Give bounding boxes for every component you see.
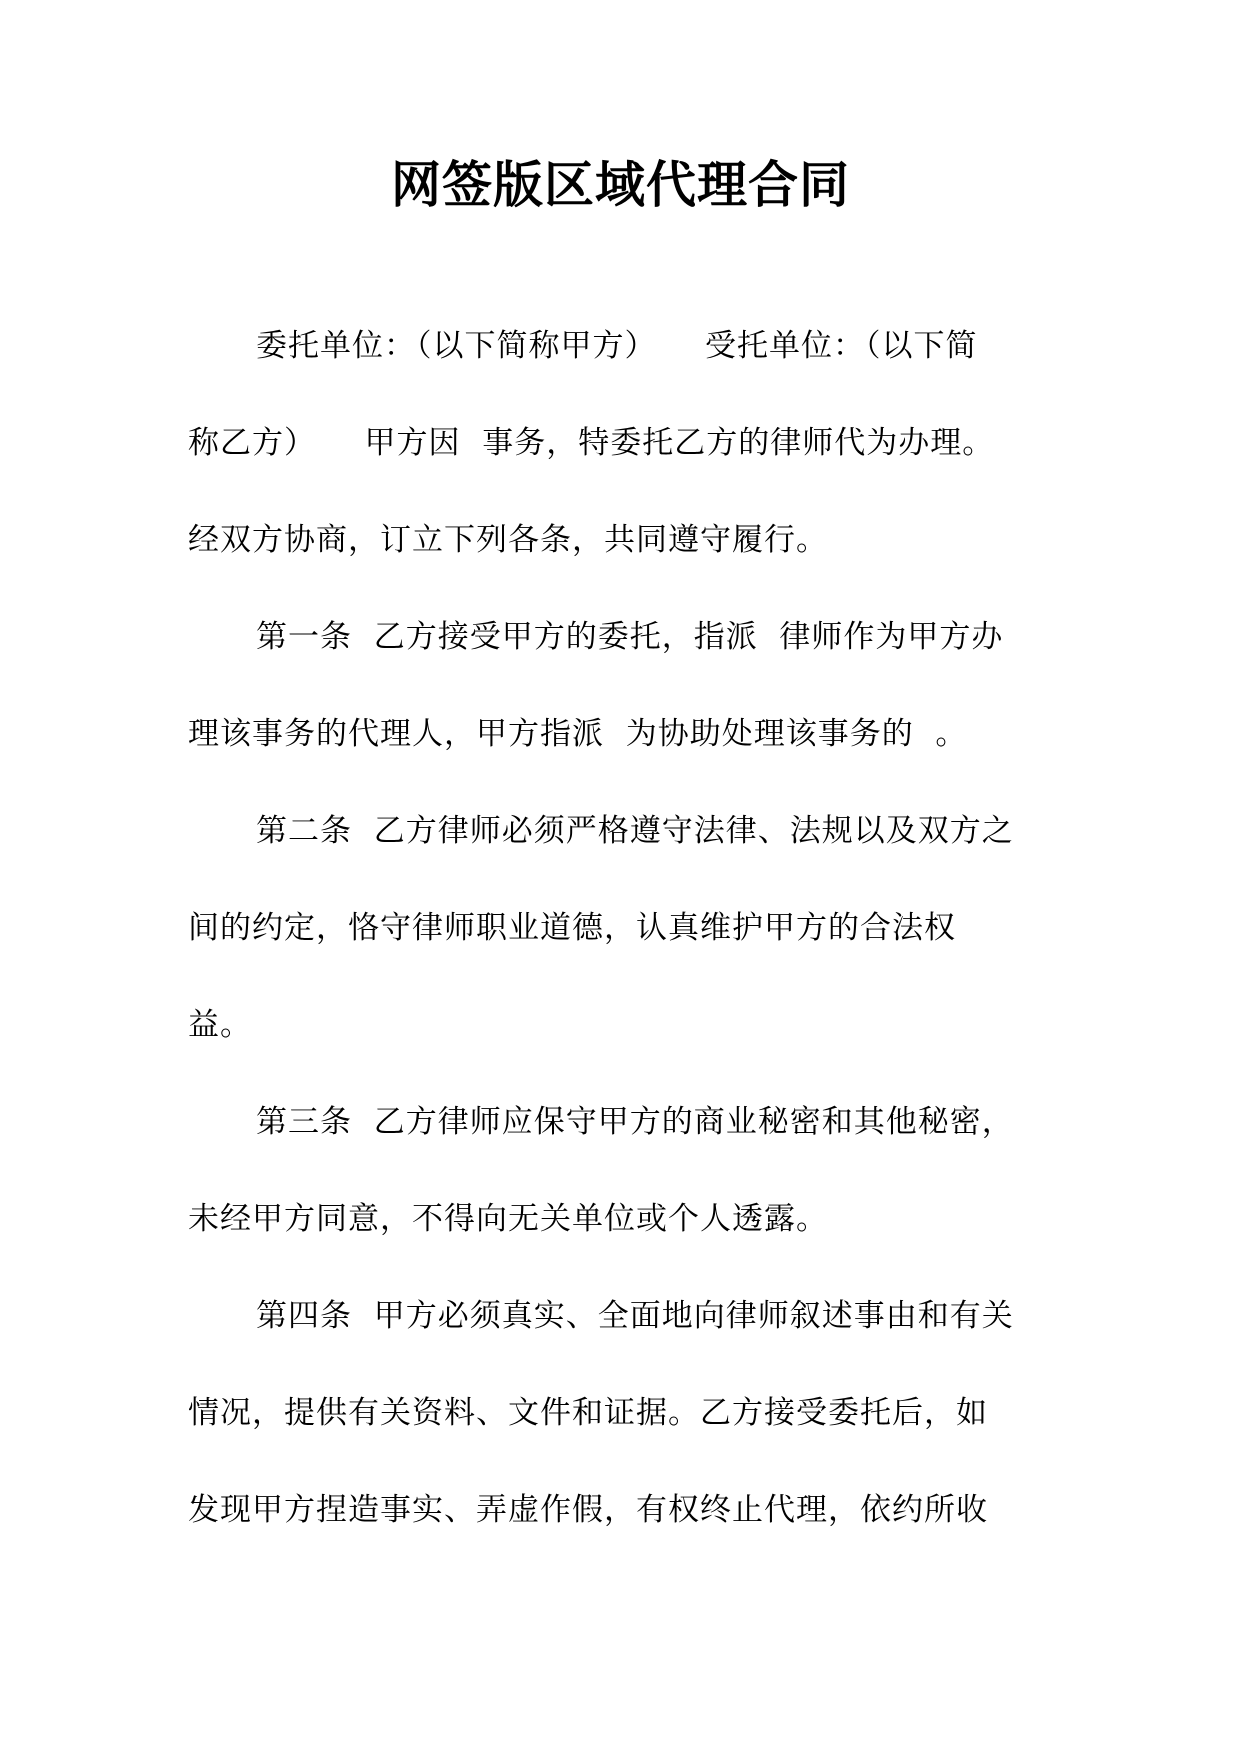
text-line-5: 理该事务的代理人，甲方指派 为协助处理该事务的 。 [188, 716, 968, 752]
text-line-10: 未经甲方同意，不得向无关单位或个人透露。 [188, 1201, 828, 1237]
text-line-7: 间的约定，恪守律师职业道德，认真维护甲方的合法权 [188, 910, 956, 946]
text-line-11: 第四条 甲方必须真实、全面地向律师叙述事由和有关 [256, 1298, 1014, 1334]
text-line-4: 第一条 乙方接受甲方的委托，指派 律师作为甲方办 [256, 619, 1004, 655]
text-line-2: 称乙方） 甲方因 事务，特委托乙方的律师代为办理。 [188, 425, 995, 461]
text-line-8: 益。 [188, 1007, 252, 1043]
text-line-6: 第二条 乙方律师必须严格遵守法律、法规以及双方之 [256, 813, 1014, 849]
text-line-13: 发现甲方捏造事实、弄虚作假，有权终止代理，依约所收 [188, 1492, 988, 1528]
text-line-12: 情况，提供有关资料、文件和证据。乙方接受委托后，如 [188, 1395, 988, 1431]
text-line-3: 经双方协商，订立下列各条，共同遵守履行。 [188, 522, 828, 558]
text-line-9: 第三条 乙方律师应保守甲方的商业秘密和其他秘密， [256, 1104, 1014, 1140]
text-line-1: 委托单位：（以下简称甲方） 受托单位：（以下简 [256, 328, 978, 364]
document-body [188, 298, 1048, 1559]
document-title: 网签版区域代理合同 [391, 156, 850, 214]
